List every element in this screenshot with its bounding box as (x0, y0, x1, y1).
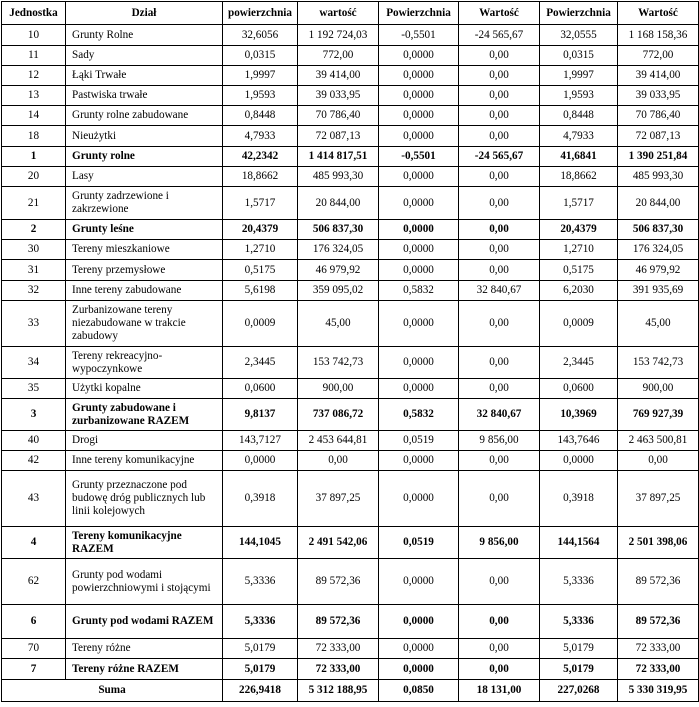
cell-area-1: 5,6198 (223, 281, 298, 301)
cell-value-2: 0,00 (459, 220, 540, 240)
cell-area-1: 1,9997 (223, 66, 298, 86)
cell-value-3: 37 897,25 (618, 471, 699, 527)
cell-area-1: 0,3918 (223, 471, 298, 527)
cell-name: Grunty zadrzewione i zakrzewione (66, 187, 223, 220)
cell-area-3: 20,4379 (540, 220, 618, 240)
cell-name: Grunty leśne (66, 220, 223, 240)
cell-value-2: 0,00 (459, 187, 540, 220)
cell-area-1: 5,0179 (223, 659, 298, 680)
cell-name: Lasy (66, 167, 223, 187)
cell-value-2: 0,00 (459, 379, 540, 399)
table-row (2, 25, 699, 46)
cell-value-2: 32 840,67 (459, 281, 540, 301)
cell-area-3: 5,0179 (540, 659, 618, 680)
table-row (2, 379, 699, 399)
cell-area-3: 5,3336 (540, 605, 618, 639)
cell-value-1: 89 572,36 (298, 559, 379, 605)
cell-area-1: 0,0000 (223, 451, 298, 471)
cell-area-2: 0,0000 (379, 167, 459, 187)
cell-value-1: 1 414 817,51 (298, 147, 379, 167)
total-area-1: 226,9418 (223, 680, 298, 702)
cell-area-3: 2,3445 (540, 347, 618, 379)
cell-value-1: 39 414,00 (298, 66, 379, 86)
cell-area-3: 4,7933 (540, 126, 618, 147)
cell-area-1: 143,7127 (223, 431, 298, 451)
cell-code: 14 (2, 106, 66, 126)
cell-name: Grunty pod wodami RAZEM (66, 605, 223, 639)
cell-name: Nieużytki (66, 126, 223, 147)
table-row (2, 605, 699, 639)
cell-name: Tereny rekreacyjno-wypoczynkowe (66, 347, 223, 379)
cell-name: Łąki Trwałe (66, 66, 223, 86)
cell-value-3: 772,00 (618, 46, 699, 66)
cell-value-1: 72 087,13 (298, 126, 379, 147)
cell-area-1: 20,4379 (223, 220, 298, 240)
cell-value-2: 9 856,00 (459, 431, 540, 451)
cell-code: 40 (2, 431, 66, 451)
cell-code: 30 (2, 240, 66, 260)
cell-code: 1 (2, 147, 66, 167)
cell-code: 2 (2, 220, 66, 240)
cell-value-2: 0,00 (459, 66, 540, 86)
cell-area-3: 0,5175 (540, 260, 618, 281)
cell-name: Drogi (66, 431, 223, 451)
header-wartosc-1: wartość (298, 2, 379, 25)
cell-code: 3 (2, 399, 66, 431)
cell-value-2: 0,00 (459, 301, 540, 347)
cell-area-1: 32,6056 (223, 25, 298, 46)
cell-area-2: 0,0000 (379, 451, 459, 471)
table-row (2, 260, 699, 281)
cell-code: 18 (2, 126, 66, 147)
cell-area-1: 2,3445 (223, 347, 298, 379)
table-row (2, 187, 699, 220)
cell-area-3: 1,9593 (540, 86, 618, 106)
cell-value-1: 153 742,73 (298, 347, 379, 379)
cell-name: Zurbanizowane tereny niezabudowane w trakcie zabudowy (66, 301, 223, 347)
cell-area-1: 0,0315 (223, 46, 298, 66)
cell-area-3: 1,9997 (540, 66, 618, 86)
cell-code: 21 (2, 187, 66, 220)
cell-code: 32 (2, 281, 66, 301)
cell-area-2: -0,5501 (379, 147, 459, 167)
cell-value-1: 37 897,25 (298, 471, 379, 527)
land-register-table (1, 1, 699, 702)
total-value-3: 5 330 319,95 (618, 680, 699, 702)
table-row (2, 347, 699, 379)
cell-value-3: 0,00 (618, 451, 699, 471)
cell-area-2: 0,0519 (379, 527, 459, 559)
cell-value-3: 46 979,92 (618, 260, 699, 281)
cell-name: Tereny przemysłowe (66, 260, 223, 281)
total-value-2: 18 131,00 (459, 680, 540, 702)
cell-value-1: 737 086,72 (298, 399, 379, 431)
table-row (2, 240, 699, 260)
cell-area-2: 0,0000 (379, 605, 459, 639)
cell-area-2: 0,0519 (379, 431, 459, 451)
cell-area-1: 5,3336 (223, 605, 298, 639)
cell-area-3: 1,5717 (540, 187, 618, 220)
cell-value-1: 2 491 542,06 (298, 527, 379, 559)
cell-area-1: 4,7933 (223, 126, 298, 147)
cell-value-3: 900,00 (618, 379, 699, 399)
cell-value-3: 39 414,00 (618, 66, 699, 86)
cell-area-3: 32,0555 (540, 25, 618, 46)
cell-area-2: 0,0000 (379, 106, 459, 126)
cell-name: Użytki kopalne (66, 379, 223, 399)
cell-value-3: 2 501 398,06 (618, 527, 699, 559)
cell-area-3: 0,0600 (540, 379, 618, 399)
cell-area-1: 9,8137 (223, 399, 298, 431)
cell-area-3: 0,8448 (540, 106, 618, 126)
cell-name: Grunty rolne zabudowane (66, 106, 223, 126)
cell-area-1: 0,8448 (223, 106, 298, 126)
cell-code: 13 (2, 86, 66, 106)
cell-name: Pastwiska trwałe (66, 86, 223, 106)
cell-area-2: 0,0000 (379, 379, 459, 399)
cell-value-3: 89 572,36 (618, 559, 699, 605)
cell-area-1: 1,5717 (223, 187, 298, 220)
table-row (2, 659, 699, 680)
cell-area-2: 0,5832 (379, 281, 459, 301)
cell-area-3: 0,0315 (540, 46, 618, 66)
cell-name: Grunty pod wodami powierzchniowymi i stojącymi (66, 559, 223, 605)
cell-value-2: 0,00 (459, 659, 540, 680)
cell-value-3: 89 572,36 (618, 605, 699, 639)
cell-area-3: 5,3336 (540, 559, 618, 605)
cell-area-2: 0,0000 (379, 187, 459, 220)
cell-value-2: 0,00 (459, 559, 540, 605)
cell-value-2: 0,00 (459, 347, 540, 379)
cell-area-3: 0,3918 (540, 471, 618, 527)
cell-value-1: 506 837,30 (298, 220, 379, 240)
table-row (2, 431, 699, 451)
cell-area-2: 0,0000 (379, 659, 459, 680)
cell-name: Tereny mieszkaniowe (66, 240, 223, 260)
cell-name: Tereny komunikacyjne RAZEM (66, 527, 223, 559)
cell-code: 33 (2, 301, 66, 347)
table-row (2, 471, 699, 527)
cell-area-2: 0,0000 (379, 66, 459, 86)
cell-value-2: 0,00 (459, 639, 540, 659)
cell-area-2: 0,0000 (379, 301, 459, 347)
cell-code: 34 (2, 347, 66, 379)
cell-code: 6 (2, 605, 66, 639)
cell-area-3: 0,0000 (540, 451, 618, 471)
table-row (2, 167, 699, 187)
cell-value-1: 89 572,36 (298, 605, 379, 639)
cell-area-3: 144,1564 (540, 527, 618, 559)
cell-name: Grunty przeznaczone pod budowę dróg publicznych lub linii kolejowych (66, 471, 223, 527)
cell-area-3: 5,0179 (540, 639, 618, 659)
cell-value-1: 2 453 644,81 (298, 431, 379, 451)
table-row (2, 527, 699, 559)
cell-code: 7 (2, 659, 66, 680)
cell-value-2: 0,00 (459, 46, 540, 66)
header-jednostka: Jednostka (2, 2, 66, 25)
cell-code: 42 (2, 451, 66, 471)
cell-code: 43 (2, 471, 66, 527)
cell-area-2: 0,0000 (379, 260, 459, 281)
header-powierzchnia-2: Powierzchnia (379, 2, 459, 25)
cell-code: 12 (2, 66, 66, 86)
cell-value-3: 45,00 (618, 301, 699, 347)
cell-value-1: 20 844,00 (298, 187, 379, 220)
cell-area-1: 5,3336 (223, 559, 298, 605)
cell-area-2: 0,0000 (379, 471, 459, 527)
cell-area-2: 0,0000 (379, 347, 459, 379)
cell-value-3: 769 927,39 (618, 399, 699, 431)
cell-area-1: 18,8662 (223, 167, 298, 187)
cell-name: Grunty Rolne (66, 25, 223, 46)
cell-value-1: 772,00 (298, 46, 379, 66)
cell-area-3: 41,6841 (540, 147, 618, 167)
cell-value-3: 176 324,05 (618, 240, 699, 260)
cell-code: 20 (2, 167, 66, 187)
cell-name: Tereny różne (66, 639, 223, 659)
header-powierzchnia-1: powierzchnia (223, 2, 298, 25)
cell-area-1: 0,0600 (223, 379, 298, 399)
table-row (2, 399, 699, 431)
cell-area-2: 0,0000 (379, 559, 459, 605)
cell-area-3: 10,3969 (540, 399, 618, 431)
cell-area-2: 0,0000 (379, 126, 459, 147)
cell-value-3: 39 033,95 (618, 86, 699, 106)
cell-area-1: 1,2710 (223, 240, 298, 260)
cell-area-2: 0,0000 (379, 86, 459, 106)
cell-code: 35 (2, 379, 66, 399)
table-row (2, 66, 699, 86)
cell-area-2: 0,0000 (379, 639, 459, 659)
total-label: Suma (2, 680, 223, 702)
cell-value-1: 72 333,00 (298, 639, 379, 659)
cell-value-2: 9 856,00 (459, 527, 540, 559)
cell-value-1: 72 333,00 (298, 659, 379, 680)
cell-area-3: 1,2710 (540, 240, 618, 260)
table-row (2, 86, 699, 106)
header-row (2, 2, 699, 25)
header-dzial: Dział (66, 2, 223, 25)
cell-value-1: 1 192 724,03 (298, 25, 379, 46)
cell-name: Grunty zabudowane i zurbanizowane RAZEM (66, 399, 223, 431)
cell-value-2: -24 565,67 (459, 25, 540, 46)
cell-value-3: 485 993,30 (618, 167, 699, 187)
cell-value-2: 0,00 (459, 240, 540, 260)
header-wartosc-3: Wartość (618, 2, 699, 25)
cell-value-3: 70 786,40 (618, 106, 699, 126)
cell-area-2: 0,0000 (379, 240, 459, 260)
cell-code: 70 (2, 639, 66, 659)
cell-area-1: 0,0009 (223, 301, 298, 347)
total-area-2: 0,0850 (379, 680, 459, 702)
cell-area-1: 5,0179 (223, 639, 298, 659)
cell-area-3: 6,2030 (540, 281, 618, 301)
cell-area-3: 0,0009 (540, 301, 618, 347)
table-row (2, 220, 699, 240)
table-row (2, 559, 699, 605)
cell-name: Sady (66, 46, 223, 66)
cell-value-1: 485 993,30 (298, 167, 379, 187)
cell-value-2: 0,00 (459, 605, 540, 639)
header-powierzchnia-3: Powierzchnia (540, 2, 618, 25)
cell-value-3: 72 333,00 (618, 639, 699, 659)
table-row (2, 301, 699, 347)
cell-area-2: 0,0000 (379, 220, 459, 240)
cell-area-3: 143,7646 (540, 431, 618, 451)
cell-value-2: 0,00 (459, 471, 540, 527)
cell-code: 11 (2, 46, 66, 66)
total-row (2, 680, 699, 702)
cell-area-2: 0,0000 (379, 46, 459, 66)
cell-value-3: 1 390 251,84 (618, 147, 699, 167)
cell-area-1: 1,9593 (223, 86, 298, 106)
cell-value-1: 0,00 (298, 451, 379, 471)
cell-value-3: 506 837,30 (618, 220, 699, 240)
cell-name: Inne tereny komunikacyjne (66, 451, 223, 471)
cell-value-2: 0,00 (459, 106, 540, 126)
cell-value-2: 0,00 (459, 167, 540, 187)
cell-value-3: 153 742,73 (618, 347, 699, 379)
cell-value-3: 391 935,69 (618, 281, 699, 301)
cell-value-1: 46 979,92 (298, 260, 379, 281)
cell-code: 10 (2, 25, 66, 46)
cell-area-3: 18,8662 (540, 167, 618, 187)
table-row (2, 281, 699, 301)
cell-value-2: 32 840,67 (459, 399, 540, 431)
cell-value-1: 70 786,40 (298, 106, 379, 126)
cell-area-1: 42,2342 (223, 147, 298, 167)
cell-value-2: 0,00 (459, 260, 540, 281)
cell-value-3: 1 168 158,36 (618, 25, 699, 46)
cell-value-3: 72 333,00 (618, 659, 699, 680)
table-row (2, 126, 699, 147)
cell-code: 31 (2, 260, 66, 281)
table-row (2, 106, 699, 126)
cell-value-3: 20 844,00 (618, 187, 699, 220)
cell-value-3: 72 087,13 (618, 126, 699, 147)
header-wartosc-2: Wartość (459, 2, 540, 25)
cell-name: Inne tereny zabudowane (66, 281, 223, 301)
cell-name: Tereny różne RAZEM (66, 659, 223, 680)
cell-code: 62 (2, 559, 66, 605)
cell-code: 4 (2, 527, 66, 559)
cell-value-2: 0,00 (459, 86, 540, 106)
cell-value-1: 45,00 (298, 301, 379, 347)
table-row (2, 639, 699, 659)
cell-value-2: -24 565,67 (459, 147, 540, 167)
table-row (2, 451, 699, 471)
cell-area-2: 0,5832 (379, 399, 459, 431)
cell-value-2: 0,00 (459, 126, 540, 147)
cell-area-1: 144,1045 (223, 527, 298, 559)
total-area-3: 227,0268 (540, 680, 618, 702)
cell-value-1: 39 033,95 (298, 86, 379, 106)
cell-value-1: 359 095,02 (298, 281, 379, 301)
total-value-1: 5 312 188,95 (298, 680, 379, 702)
cell-value-1: 176 324,05 (298, 240, 379, 260)
cell-value-1: 900,00 (298, 379, 379, 399)
cell-name: Grunty rolne (66, 147, 223, 167)
cell-value-3: 2 463 500,81 (618, 431, 699, 451)
cell-area-2: -0,5501 (379, 25, 459, 46)
cell-value-2: 0,00 (459, 451, 540, 471)
cell-area-1: 0,5175 (223, 260, 298, 281)
table-row (2, 46, 699, 66)
table-row (2, 147, 699, 167)
